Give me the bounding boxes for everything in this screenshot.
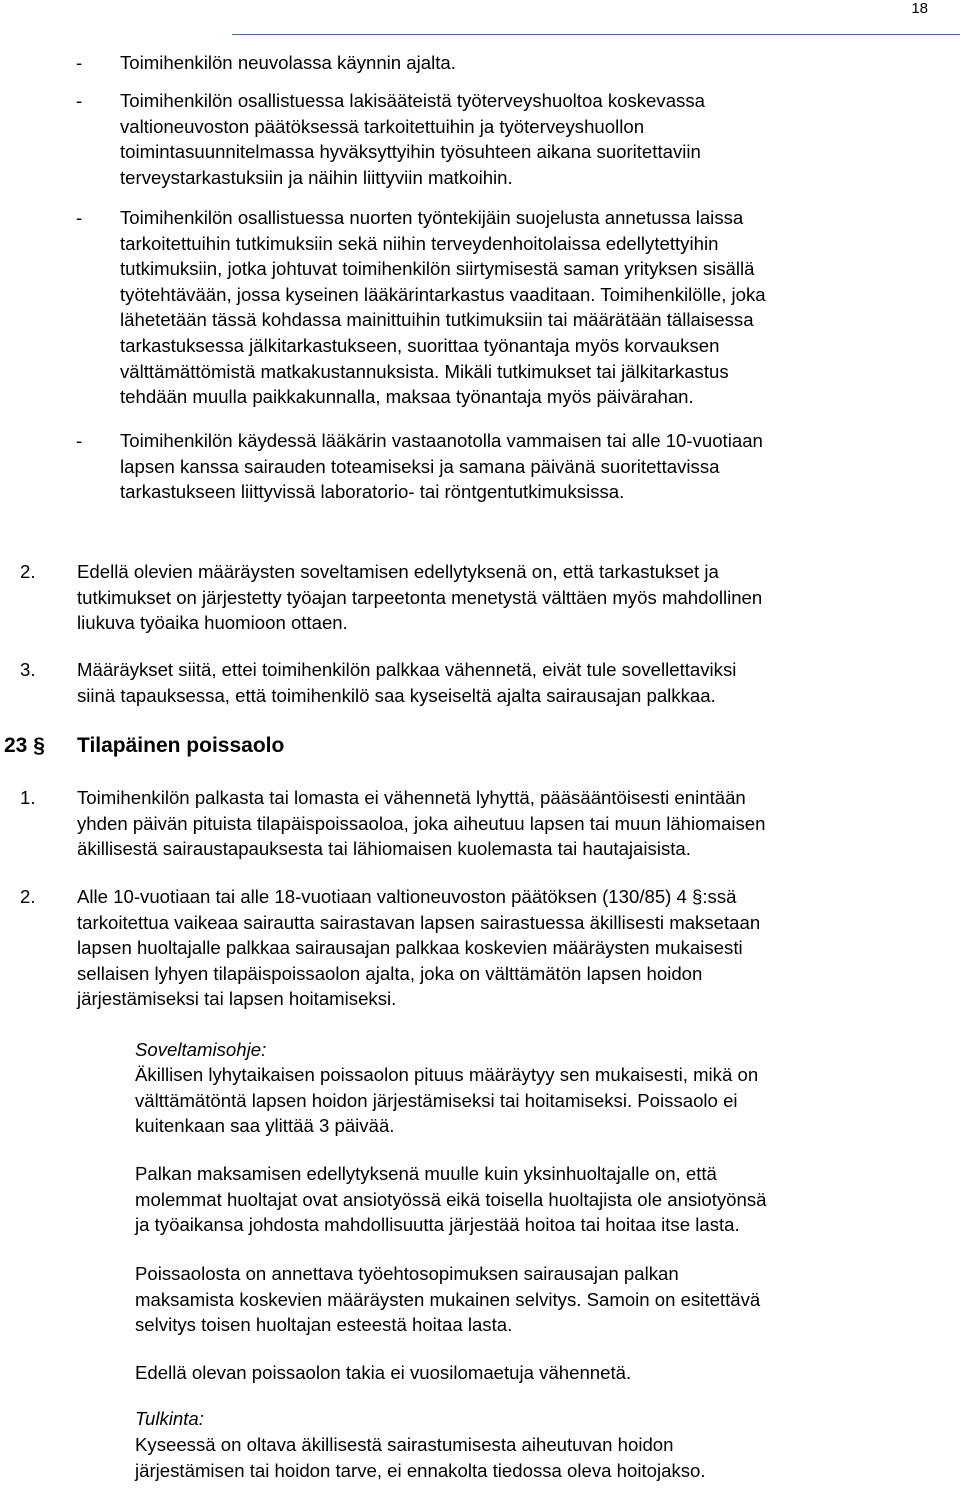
- bullet-text-line: Toimihenkilön neuvolassa käynnin ajalta.: [120, 52, 456, 73]
- item-number: 1.: [20, 787, 36, 808]
- item-text-line: Määräykset siitä, ettei toimihenkilön palkkaa vähennetä, eivät tule sovellettaviksi: [77, 659, 737, 680]
- interpretation-text-line: Kyseessä on oltava äkillisestä sairastumisesta aiheutuvan hoidon: [135, 1434, 674, 1455]
- header-rule: [232, 34, 960, 35]
- guidance-text-line: Edellä olevan poissaolon takia ei vuosilomaetuja vähennetä.: [135, 1362, 632, 1383]
- bullet-text-line: lapsen kanssa sairauden toteamiseksi ja samana päivänä suoritettavissa: [120, 455, 720, 477]
- bullet-text-line: tarkastukseen liittyvissä laboratorio- tai röntgentutkimuksissa.: [120, 481, 625, 503]
- item-text-line: sellaisen lyhyen tilapäispoissaolon ajalta, joka on välttämätön lapsen hoidon: [77, 962, 703, 984]
- bullet-text-line: Toimihenkilön osallistuessa lakisääteistä työterveyshuoltoa koskevassa: [120, 90, 705, 111]
- guidance-text-line: selvitys toisen huoltajan esteestä hoitaa lasta.: [135, 1314, 513, 1336]
- item-text-line: äkillisestä sairaustapauksesta tai lähiomaisen kuolemasta tai hautajaisista.: [77, 838, 691, 860]
- item-number: 2.: [20, 561, 36, 582]
- bullet-text-line: tarkoitettuihin tutkimuksiin sekä niihin terveydenhoitolaissa edellytettyihin: [120, 232, 719, 254]
- interpretation-text-line: järjestämisen tai hoidon tarve, ei ennakolta tiedossa oleva hoitojakso.: [135, 1459, 706, 1481]
- bullet-text-line: Toimihenkilön osallistuessa nuorten työntekijäin suojelusta annetussa laissa: [120, 207, 744, 228]
- bullet-text-line: välttämättömistä matkakustannuksista. Mikäli tutkimukset tai jälkitarkastus: [120, 360, 729, 382]
- bullet-text-line: tarkastuksessa jälkitarkastukseen, suorittaa työnantaja myös korvauksen: [120, 335, 720, 356]
- item-number: 2.: [20, 886, 36, 907]
- guidance-text-line: molemmat huoltajat ovat ansiotyössä eikä toisella huoltajista ole ansiotyönsä: [135, 1188, 767, 1210]
- bullet-text-line: lähetetään tässä kohdassa mainittuihin tutkimuksiin tai määrätään tällaisessa: [120, 309, 754, 331]
- list-dash: -: [76, 90, 83, 111]
- item-text-line: liukuva työaika huomioon ottaen.: [77, 612, 348, 634]
- item-text-line: Alle 10-vuotiaan tai alle 18-vuotiaan valtioneuvoston päätöksen (130/85) 4 §:ssä: [77, 886, 737, 907]
- guidance-heading: Soveltamisohje:: [135, 1039, 267, 1060]
- guidance-text-line: Äkillisen lyhytaikaisen poissaolon pituus määräytyy sen mukaisesti, mikä on: [135, 1064, 759, 1085]
- list-dash: -: [76, 430, 83, 451]
- guidance-text-line: ja työaikansa johdosta mahdollisuutta järjestää hoitoa tai hoitaa itse lasta.: [135, 1214, 740, 1236]
- bullet-text-line: toimintasuunnitelmassa hyväksyttyihin työsuhteen aikana suoritettaviin: [120, 141, 701, 163]
- item-text-line: siinä tapauksessa, että toimihenkilö saa kyseiseltä ajalta sairausajan palkkaa.: [77, 684, 716, 706]
- item-text-line: yhden päivän pituista tilapäispoissaoloa, joka aiheutuu lapsen tai muun lähiomaisen: [77, 812, 766, 834]
- item-text-line: tarkoitettua vaikeaa sairautta sairastavan lapsen sairastuessa äkillisesti maksetaan: [77, 911, 761, 933]
- bullet-text-line: valtioneuvoston päätöksessä tarkoitettuihin ja työterveyshuollon: [120, 115, 645, 137]
- guidance-text-line: välttämätöntä lapsen hoidon järjestämiseksi tai hoitamiseksi. Poissaolo ei: [135, 1089, 738, 1111]
- guidance-text-line: Palkan maksamisen edellytyksenä muulle kuin yksinhuoltajalle on, että: [135, 1163, 717, 1184]
- item-text-line: lapsen huoltajalle palkkaa sairausajan palkkaa koskevien määräysten mukaisesti: [77, 937, 743, 959]
- bullet-text-line: terveystarkastuksiin ja näihin liittyviin matkoihin.: [120, 166, 513, 188]
- bullet-text-line: Toimihenkilön käydessä lääkärin vastaanotolla vammaisen tai alle 10-vuotiaan: [120, 430, 763, 451]
- guidance-text-line: Poissaolosta on annettava työehtosopimuksen sairausajan palkan: [135, 1263, 679, 1284]
- bullet-text-line: tehdään muulla paikkakunnalla, maksaa työnantaja myös päivärahan.: [120, 386, 694, 408]
- guidance-text-line: kuitenkaan saa ylittää 3 päivää.: [135, 1115, 395, 1137]
- list-dash: -: [76, 207, 83, 228]
- bullet-text-line: tutkimuksiin, jotka johtuvat toimihenkilön siirtymisestä saman yrityksen sisällä: [120, 258, 755, 280]
- item-text-line: Toimihenkilön palkasta tai lomasta ei vähennetä lyhyttä, pääsääntöisesti enintään: [77, 787, 746, 808]
- item-text-line: järjestämiseksi tai lapsen hoitamiseksi.: [77, 988, 397, 1010]
- item-number: 3.: [20, 659, 36, 680]
- page-number: 18: [911, 0, 928, 17]
- list-dash: -: [76, 52, 83, 73]
- bullet-text-line: työtehtävään, jossa kyseinen lääkärintarkastus vaaditaan. Toimihenkilölle, joka: [120, 283, 766, 305]
- item-text-line: tutkimukset on järjestetty työajan tarpeetonta menetystä välttäen myös mahdollinen: [77, 586, 763, 608]
- section-title: Tilapäinen poissaolo: [77, 734, 285, 757]
- guidance-text-line: maksamista koskevien määräysten mukainen selvitys. Samoin on esitettävä: [135, 1288, 761, 1310]
- item-text-line: Edellä olevien määräysten soveltamisen edellytyksenä on, että tarkastukset ja: [77, 561, 719, 582]
- interpretation-heading: Tulkinta:: [135, 1408, 204, 1429]
- section-number: 23 §: [4, 734, 45, 757]
